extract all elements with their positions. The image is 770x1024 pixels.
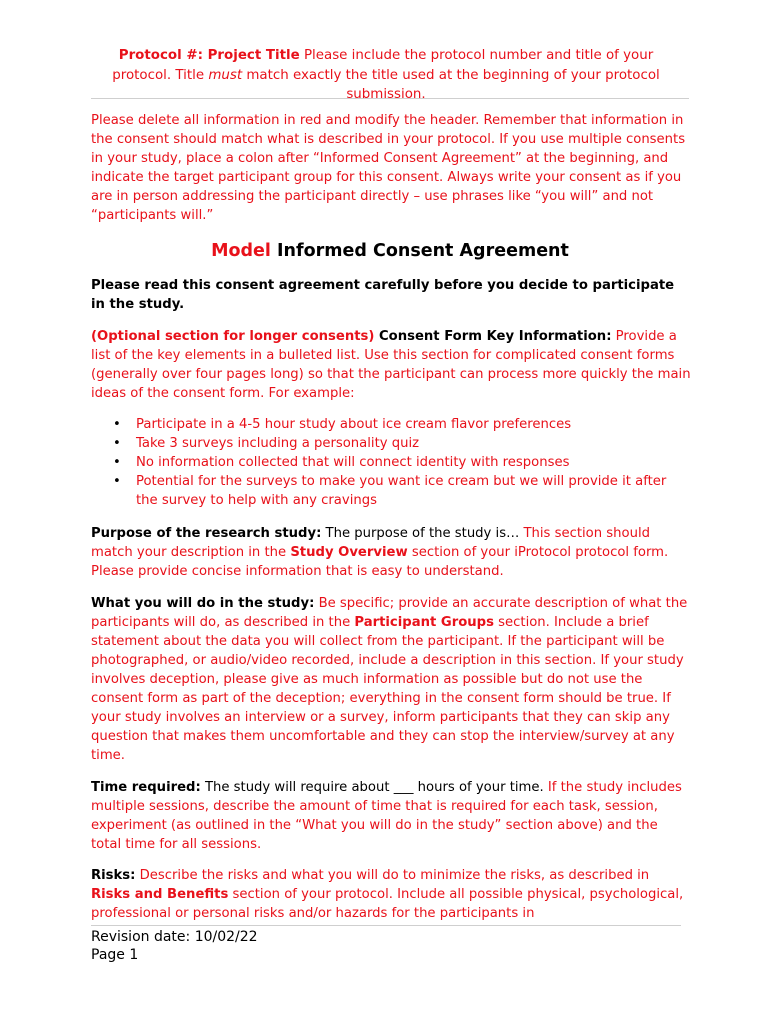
key-info-heading: Consent Form Key Information:	[374, 329, 612, 344]
header-text-a: Please include the protocol number and title of your protocol. Title	[112, 48, 654, 83]
what-you-will-do-section: What you will do in the study: Be specific; provide an accurate description of what the participants will do, as described in the Participant Groups section. Include a brief statement about the data you will collect from the participant. If the participant will be photographed, or audio/video recorded, include a description in this section. If your study involves deception, please give as much information as possible but do not use the consent form as part of the deception; everything in the consent form should be true. If your study involves an interview or a survey, inform participants that they can skip any question that makes them uncomfortable and they can stop the interview/survey at any time.	[91, 596, 688, 763]
study-overview-ref: Study Overview	[290, 545, 408, 560]
bullet-icon: •	[113, 436, 121, 451]
header-must: must	[208, 67, 243, 83]
purpose-text: The purpose of the study is…	[321, 526, 520, 541]
bullet-icon: •	[113, 417, 121, 432]
time-required-section: Time required: The study will require about ___ hours of your time. If the study includes multiple sessions, describe the amount of time that is required for each task, session, experiment (as outlined in the “What you will do in the study” section above) and the total time for all sessions.	[91, 780, 682, 852]
revision-date: Revision date: 10/02/22	[91, 929, 258, 945]
list-item: • Take 3 surveys including a personality quiz	[113, 436, 420, 451]
title-rest: Informed Consent Agreement	[270, 241, 569, 261]
time-required-heading: Time required:	[91, 780, 201, 795]
key-elements-list	[91, 415, 691, 510]
key-info-text: Provide a list of the key elements in a bulleted list. Use this section for complicated consent forms (generally over four pages long) so that the participant can process more quickly the main ideas of the consent form. For example:	[91, 329, 691, 401]
participant-groups-ref: Participant Groups	[354, 615, 494, 630]
key-info-optional-label: (Optional section for longer consents)	[91, 329, 375, 344]
list-item: • Potential for the surveys to make you want ice cream but we will provide it after the survey to help with any cravings	[113, 474, 667, 508]
header-text-b: match exactly the title used at the beginning of your protocol submission.	[242, 67, 660, 102]
risks-and-benefits-ref: Risks and Benefits	[91, 887, 229, 902]
list-item: • No information collected that will connect identity with responses	[113, 455, 570, 470]
document-header	[91, 46, 681, 105]
what-you-will-do-heading: What you will do in the study:	[91, 596, 315, 611]
document-footer	[91, 928, 258, 964]
intro-instructions: Please delete all information in red and modify the header. Remember that information in the consent should match what is described in your protocol. If you use multiple consents in your study, place a colon after “Informed Consent Agreement” at the beginning, and indicate the target participant group for this consent. Always write your consent as if you are in person addressing the participant directly – use phrases like “you will” and not “participants will.”	[91, 113, 686, 223]
key-information-section	[91, 327, 691, 403]
list-item: • Participate in a 4-5 hour study about ice cream flavor preferences	[113, 417, 572, 432]
footer-rule	[91, 925, 681, 926]
protocol-title-label: Protocol #: Project Title	[118, 48, 300, 63]
please-read-statement: Please read this consent agreement carefully before you decide to participate in the study.	[91, 278, 675, 312]
bullet-icon: •	[113, 455, 121, 470]
page-title	[91, 240, 689, 262]
time-required-text: The study will require about ___ hours of your time.	[200, 780, 544, 795]
header-rule	[91, 98, 689, 99]
risks-heading: Risks:	[91, 868, 136, 883]
page-number: Page 1	[91, 947, 139, 963]
bullet-icon: •	[113, 474, 121, 489]
purpose-heading: Purpose of the research study:	[91, 526, 322, 541]
purpose-section: Purpose of the research study: The purpose of the study is… This section should match your description in the Study Overview section of your iProtocol protocol form. Please provide concise information that is easy to understand.	[91, 526, 669, 579]
risks-section: Risks: Describe the risks and what you will do to minimize the risks, as described in Risks and Benefits section of your protocol. Include all possible physical, psychological, professional or personal risks and/or hazards for the participants in	[91, 868, 684, 921]
title-model: Model	[211, 241, 271, 261]
